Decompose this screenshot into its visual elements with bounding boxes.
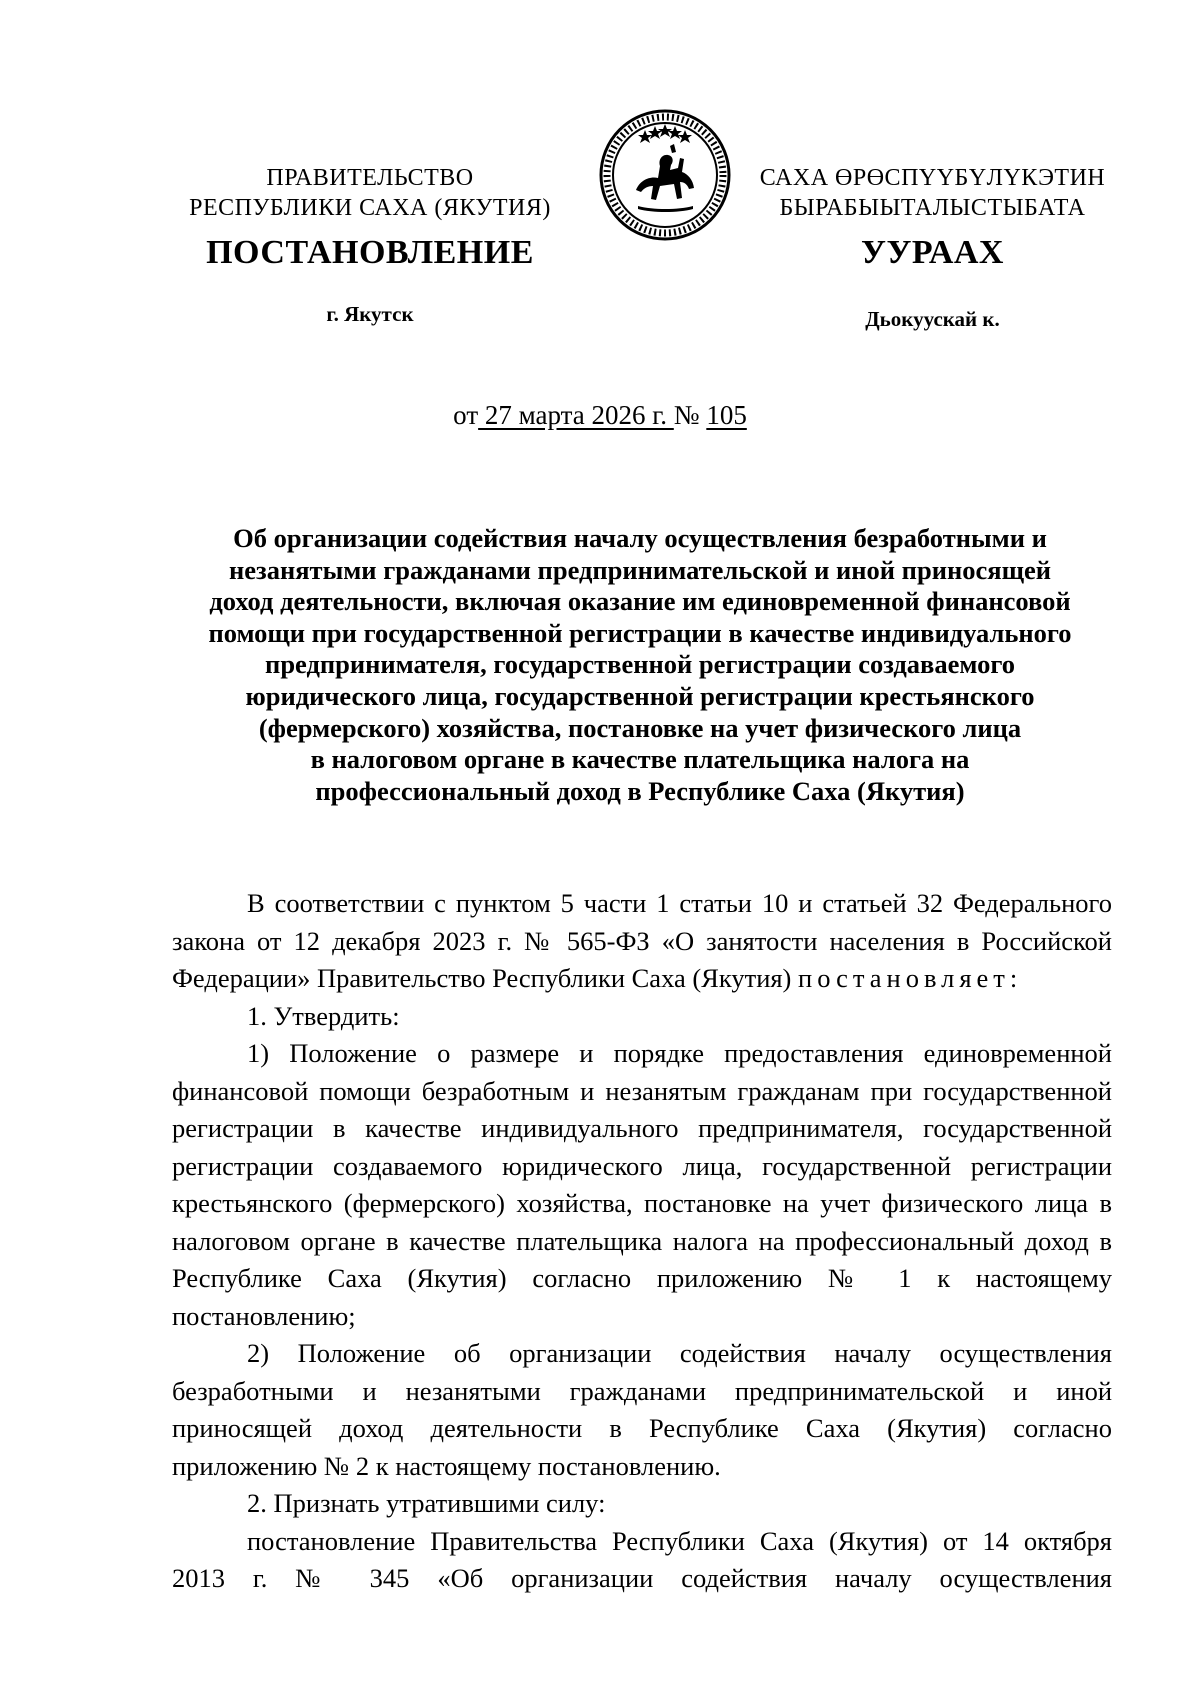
clause-1-item-1: 1) Положение о размере и порядке предоставления единовременной финансовой помощи безработным и незанятым гражданам при государственной регистрации в качестве индивидуального предпринимателя, государственной регистрации создаваемого юридического лица, государственной регистрации крестьянского (фермерского) хозяйства, постановке на учет физического лица в налоговом органе в качестве плательщика налога на профессиональный доход в Республике Саха (Якутия) согласно приложению № 1 к настоящему постановлению; (172, 1038, 1112, 1331)
document-number: 105 (706, 400, 747, 430)
right-org-name (745, 163, 1120, 223)
right-org-line1: САХА ӨРӨСПҮҮБҮЛҮКЭТИН (759, 165, 1106, 191)
preamble-paragraph (172, 885, 1112, 998)
title-line: помощи при государственной регистрации в качестве индивидуального (208, 617, 1072, 648)
clause-1-item-2: 2) Положение об организации содействия началу осуществления безработными и незанятыми гражданами предпринимательской и иной приносящей доход деятельности в Республике Саха (Якутия) согласно приложению № 2 к настоящему постановлению. (172, 1338, 1112, 1481)
left-org-name (170, 163, 570, 223)
title-line: в налоговом органе в качестве плательщика налога на (310, 744, 970, 775)
left-org-line1: ПРАВИТЕЛЬСТВО (266, 165, 474, 191)
date-line (0, 400, 1200, 431)
document-body (172, 885, 1112, 1598)
title-line: предпринимателя, государственной регистрации создаваемого (265, 649, 1015, 680)
doc-type-ru: ПОСТАНОВЛЕНИЕ (206, 234, 534, 271)
title-line: Об организации содействия началу осуществления безработными и (233, 523, 1047, 553)
title-line: незанятыми гражданами предпринимательской и иной приносящей (229, 554, 1051, 585)
title-line: юридического лица, государственной регистрации крестьянского (245, 680, 1035, 711)
date-prefix: от (453, 400, 479, 430)
document-date: 27 марта 2026 г. (478, 400, 674, 430)
preamble-text: В соответствии с пунктом 5 части 1 статьи 10 и статьей 32 Федерального закона от 12 декабря 2023 г. № 565-ФЗ «О занятости населения в Российской Федерации» Правительство Республики Саха (Якутия) (172, 888, 1112, 993)
right-org-line2: БЫРАБЫЫТАЛЫСТЫБАТА (779, 195, 1086, 221)
city-sah: Дьокуускай к. (865, 307, 1000, 331)
title-line: (фермерского) хозяйства, постановке на учет физического лица (258, 712, 1022, 743)
spaced-decree-word: постановляет: (798, 963, 1023, 993)
coat-of-arms-icon (598, 108, 732, 242)
number-sign: № (673, 400, 707, 430)
clause-2-item: постановление Правительства Республики Саха (Якутия) от 14 октября 2013 г. № 345 «Об организации содействия началу осуществления (172, 1525, 1112, 1593)
title-line: профессиональный доход в Республике Саха (Якутия) (315, 775, 965, 806)
left-org-line2: РЕСПУБЛИКИ САХА (ЯКУТИЯ) (189, 195, 551, 221)
clause-2: 2. Признать утратившими силу: (247, 1488, 606, 1518)
document-title (170, 523, 1110, 807)
title-line: доход деятельности, включая оказание им единовременной финансовой (209, 586, 1071, 617)
doc-type-sah: УУРААХ (861, 234, 1004, 271)
city-ru: г. Якутск (326, 302, 414, 326)
clause-1: 1. Утвердить: (247, 1000, 400, 1031)
